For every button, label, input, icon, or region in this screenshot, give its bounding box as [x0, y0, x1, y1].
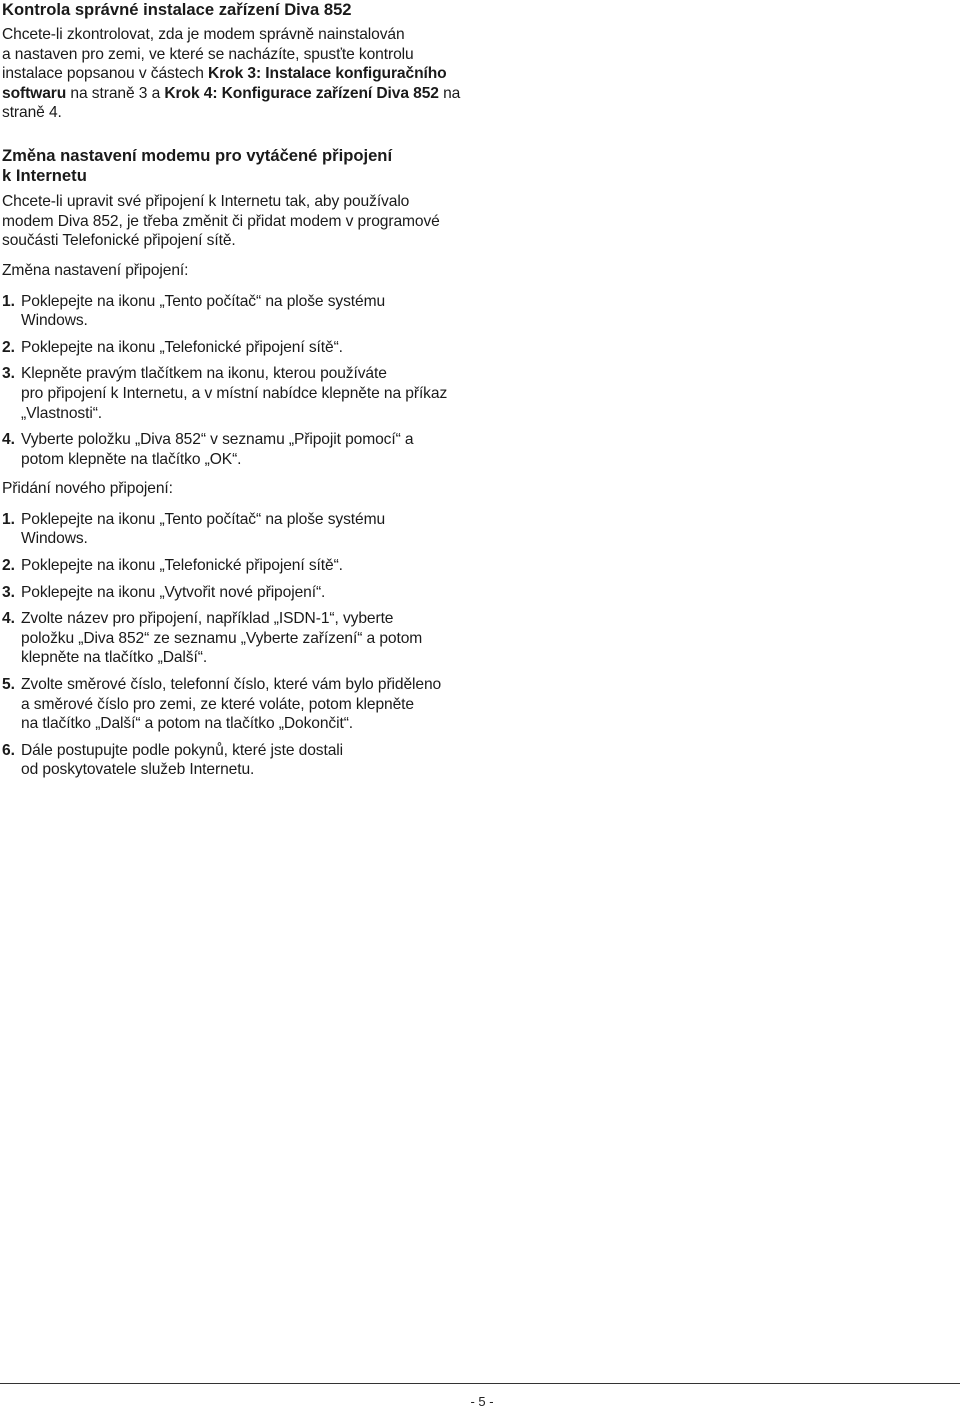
- step-number: 2.: [2, 338, 15, 356]
- step-number: 1.: [2, 292, 15, 310]
- title-line: Změna nastavení modemu pro vytáčené připojení: [2, 145, 393, 165]
- step-item: [2, 510, 472, 549]
- add-connection-heading: Přidání nového připojení:: [2, 480, 173, 498]
- step-text-line: „Vlastnosti“.: [21, 404, 103, 422]
- section-title-change-settings: [2, 146, 472, 185]
- step-text-line: Vyberte položku „Diva 852“ v seznamu „Připojit pomocí“ a: [21, 431, 414, 449]
- change-connection-heading: Změna nastavení připojení:: [2, 261, 189, 279]
- title-line: k Internetu: [2, 165, 87, 185]
- step-text-line: Zvolte název pro připojení, například „ISDN-1“, vyberte: [21, 610, 394, 628]
- step-item: [2, 338, 472, 358]
- text-line: [2, 64, 472, 84]
- step-text-line: a směrové číslo pro zemi, ze které voláte, potom klepněte: [21, 695, 414, 713]
- install-check-paragraph: [2, 25, 472, 123]
- text-line: Chcete-li upravit své připojení k Internetu tak, aby používalo: [2, 193, 410, 211]
- step-number: 3.: [2, 365, 15, 383]
- step-number: 4.: [2, 431, 15, 449]
- step-number: 1.: [2, 510, 15, 528]
- cross-reference-step4: Krok 4: Konfigurace zařízení Diva 852: [164, 84, 439, 102]
- text-line: [2, 84, 472, 104]
- content-column: [2, 0, 472, 787]
- step-item: [2, 430, 472, 469]
- step-text-line: potom klepněte na tlačítko „OK“.: [21, 450, 242, 468]
- step-text-line: Zvolte směrové číslo, telefonní číslo, které vám bylo přiděleno: [21, 676, 442, 694]
- step-item: [2, 364, 472, 423]
- text-line: Chcete-li zkontrolovat, zda je modem správně nainstalován: [2, 26, 405, 43]
- step-item: [2, 556, 472, 576]
- step-number: 2.: [2, 557, 15, 575]
- step-text-line: položku „Diva 852“ ze seznamu „Vyberte zařízení“ a potom: [21, 629, 423, 647]
- step-item: [2, 609, 472, 668]
- step-item: [2, 675, 472, 734]
- text-line: součásti Telefonické připojení sítě.: [2, 232, 236, 250]
- text-run: na: [438, 84, 461, 102]
- step-number: 3.: [2, 583, 15, 601]
- text-line: modem Diva 852, je třeba změnit či přidat modem v programové: [2, 212, 440, 230]
- cross-reference-software: softwaru: [2, 84, 67, 102]
- step-text-line: Windows.: [21, 312, 88, 330]
- step-number: 6.: [2, 741, 15, 759]
- text-run: instalace popsanou v částech: [2, 65, 209, 83]
- text-run: na straně 3 a: [66, 84, 165, 102]
- step-text-line: Poklepejte na ikonu „Tento počítač“ na ploše systému: [21, 292, 386, 310]
- step-number: 5.: [2, 676, 15, 694]
- text-line: a nastaven pro zemi, ve které se nacházíte, spusťte kontrolu: [2, 45, 414, 63]
- step-item: [2, 292, 472, 331]
- change-settings-intro: [2, 192, 472, 251]
- step-item: [2, 741, 472, 780]
- add-connection-steps: [2, 510, 472, 780]
- step-text-line: na tlačítko „Další“ a potom na tlačítko „Dokončit“.: [21, 715, 354, 733]
- step-text-line: Poklepejte na ikonu „Telefonické připojení sítě“.: [21, 557, 343, 575]
- footer-divider: [0, 1383, 960, 1384]
- change-connection-steps: [2, 292, 472, 470]
- text-line: straně 4.: [2, 104, 62, 122]
- step-text-line: Klepněte pravým tlačítkem na ikonu, kterou používáte: [21, 365, 387, 383]
- step-text-line: Poklepejte na ikonu „Telefonické připojení sítě“.: [21, 338, 343, 356]
- step-text-line: Windows.: [21, 530, 88, 548]
- step-text-line: Poklepejte na ikonu „Tento počítač“ na ploše systému: [21, 510, 386, 528]
- cross-reference-step3: Krok 3: Instalace konfiguračního: [208, 65, 447, 83]
- step-text-line: od poskytovatele služeb Internetu.: [21, 761, 255, 779]
- step-text-line: Poklepejte na ikonu „Vytvořit nové připojení“.: [21, 583, 326, 601]
- step-text-line: klepněte na tlačítko „Další“.: [21, 649, 208, 667]
- step-item: [2, 583, 472, 603]
- step-text-line: pro připojení k Internetu, a v místní nabídce klepněte na příkaz: [21, 384, 448, 402]
- step-number: 4.: [2, 610, 15, 628]
- page-number: - 5 -: [470, 1394, 494, 1409]
- section-title-install-check: Kontrola správné instalace zařízení Diva 852: [2, 0, 352, 19]
- step-text-line: Dále postupujte podle pokynů, které jste dostali: [21, 741, 344, 759]
